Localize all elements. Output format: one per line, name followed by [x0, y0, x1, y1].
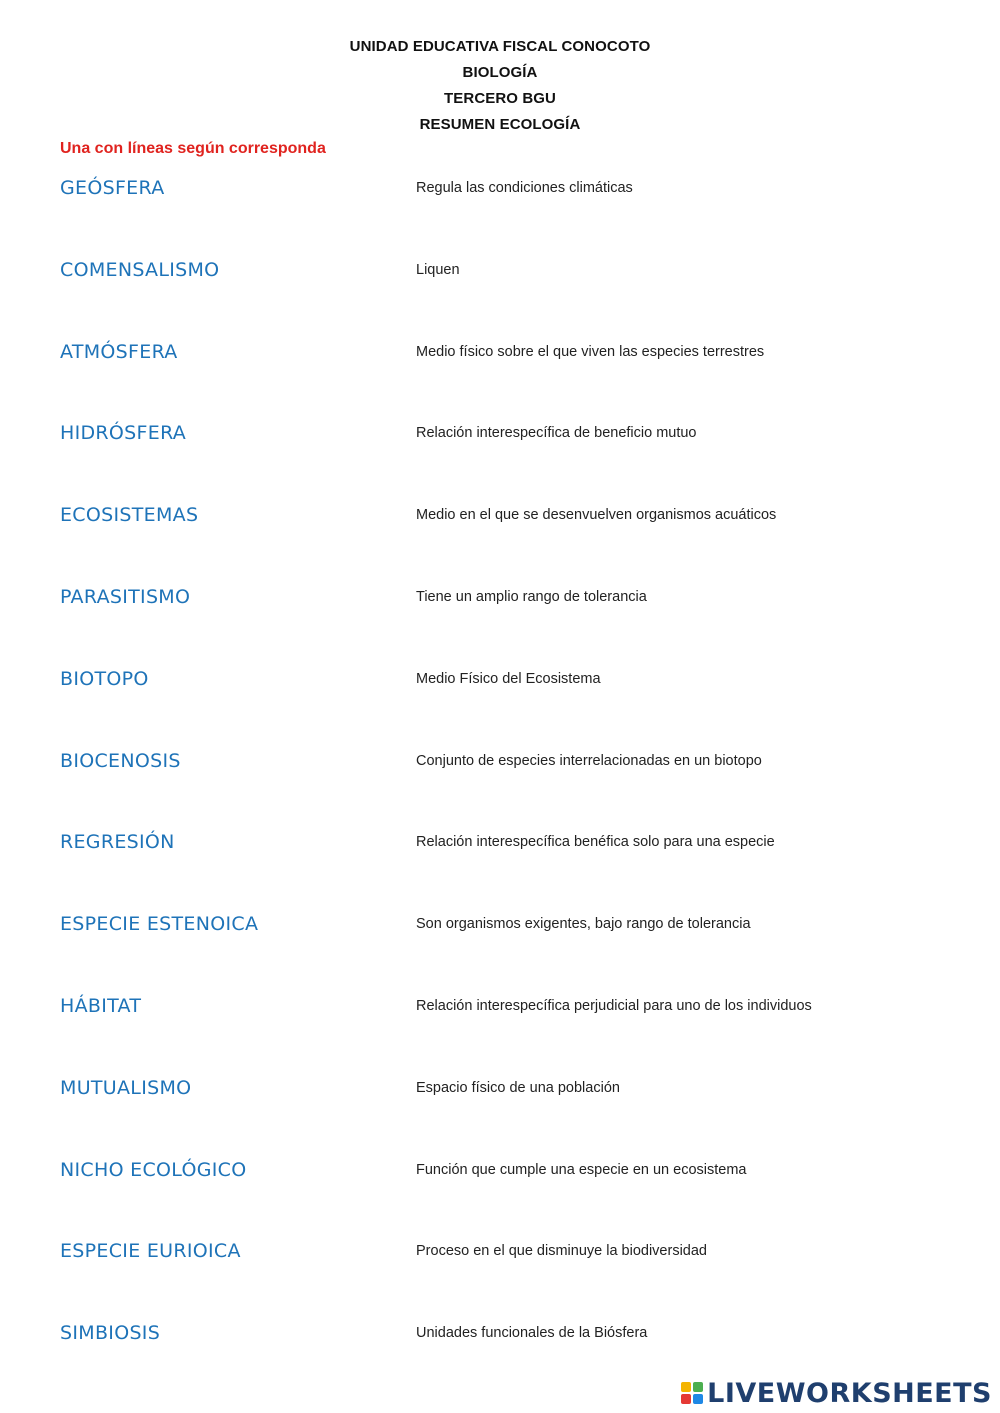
- definition-label[interactable]: Relación interespecífica de beneficio mutuo: [416, 425, 697, 442]
- term-label[interactable]: BIOTOPO: [60, 667, 149, 690]
- definition-label[interactable]: Relación interespecífica perjudicial para uno de los individuos: [416, 998, 812, 1014]
- match-row: [0, 341, 1000, 381]
- term-label[interactable]: PARASITISMO: [60, 586, 191, 608]
- definition-label[interactable]: Regula las condiciones climáticas: [416, 180, 633, 196]
- term-label[interactable]: ECOSISTEMAS: [60, 504, 199, 527]
- match-row: [0, 913, 1000, 953]
- definition-label[interactable]: Medio Físico del Ecosistema: [416, 670, 601, 687]
- instruction-text: Una con líneas según corresponda: [60, 140, 326, 157]
- definition-label[interactable]: Proceso en el que disminuye la biodiversidad: [416, 1243, 707, 1260]
- match-row: [0, 750, 1000, 790]
- match-row: [0, 1322, 1000, 1362]
- match-row: [0, 1159, 1000, 1199]
- definition-label[interactable]: Liquen: [416, 261, 460, 278]
- term-label[interactable]: NICHO ECOLÓGICO: [60, 1158, 247, 1181]
- match-row: [0, 586, 1000, 626]
- school-name: UNIDAD EDUCATIVA FISCAL CONOCOTO: [349, 38, 651, 55]
- term-label[interactable]: ESPECIE EURIOICA: [60, 1240, 241, 1263]
- definition-label[interactable]: Son organismos exigentes, bajo rango de tolerancia: [416, 916, 751, 933]
- term-label[interactable]: REGRESIÓN: [60, 831, 175, 854]
- definition-label[interactable]: Espacio físico de una población: [416, 1079, 620, 1096]
- term-label[interactable]: MUTUALISMO: [60, 1076, 192, 1099]
- term-label[interactable]: SIMBIOSIS: [60, 1322, 161, 1345]
- match-row: [0, 831, 1000, 871]
- term-label[interactable]: GEÓSFERA: [60, 177, 165, 199]
- match-row: [0, 504, 1000, 544]
- match-row: [0, 1240, 1000, 1280]
- match-row: [0, 259, 1000, 299]
- definition-label[interactable]: Unidades funcionales de la Biósfera: [416, 1325, 648, 1342]
- definition-label[interactable]: Medio en el que se desenvuelven organismos acuáticos: [416, 507, 777, 524]
- definition-label[interactable]: Función que cumple una especie en un ecosistema: [416, 1161, 747, 1178]
- definition-label[interactable]: Relación interespecífica benéfica solo para una especie: [416, 834, 775, 851]
- match-row: [0, 177, 1000, 217]
- subject-title: BIOLOGÍA: [462, 64, 538, 81]
- definition-label[interactable]: Tiene un amplio rango de tolerancia: [416, 589, 647, 605]
- liveworksheets-logo: [681, 1378, 992, 1408]
- term-label[interactable]: BIOCENOSIS: [60, 749, 181, 772]
- topic-title: RESUMEN ECOLOGÍA: [419, 116, 581, 133]
- term-label[interactable]: HÁBITAT: [60, 995, 142, 1017]
- term-label[interactable]: ESPECIE ESTENOICA: [60, 913, 259, 936]
- match-row: [0, 995, 1000, 1035]
- logo-mark-icon: [681, 1382, 703, 1404]
- worksheet-header: [0, 36, 1000, 140]
- term-label[interactable]: ATMÓSFERA: [60, 340, 178, 363]
- definition-label[interactable]: Medio físico sobre el que viven las especies terrestres: [416, 343, 765, 360]
- grade-title: TERCERO BGU: [444, 90, 556, 107]
- logo-text: LIVEWORKSHEETS: [707, 1377, 992, 1409]
- term-label[interactable]: HIDRÓSFERA: [60, 422, 187, 445]
- term-label[interactable]: COMENSALISMO: [60, 258, 220, 281]
- match-row: [0, 668, 1000, 708]
- match-row: [0, 422, 1000, 462]
- match-row: [0, 1077, 1000, 1117]
- definition-label[interactable]: Conjunto de especies interrelacionadas en un biotopo: [416, 752, 762, 769]
